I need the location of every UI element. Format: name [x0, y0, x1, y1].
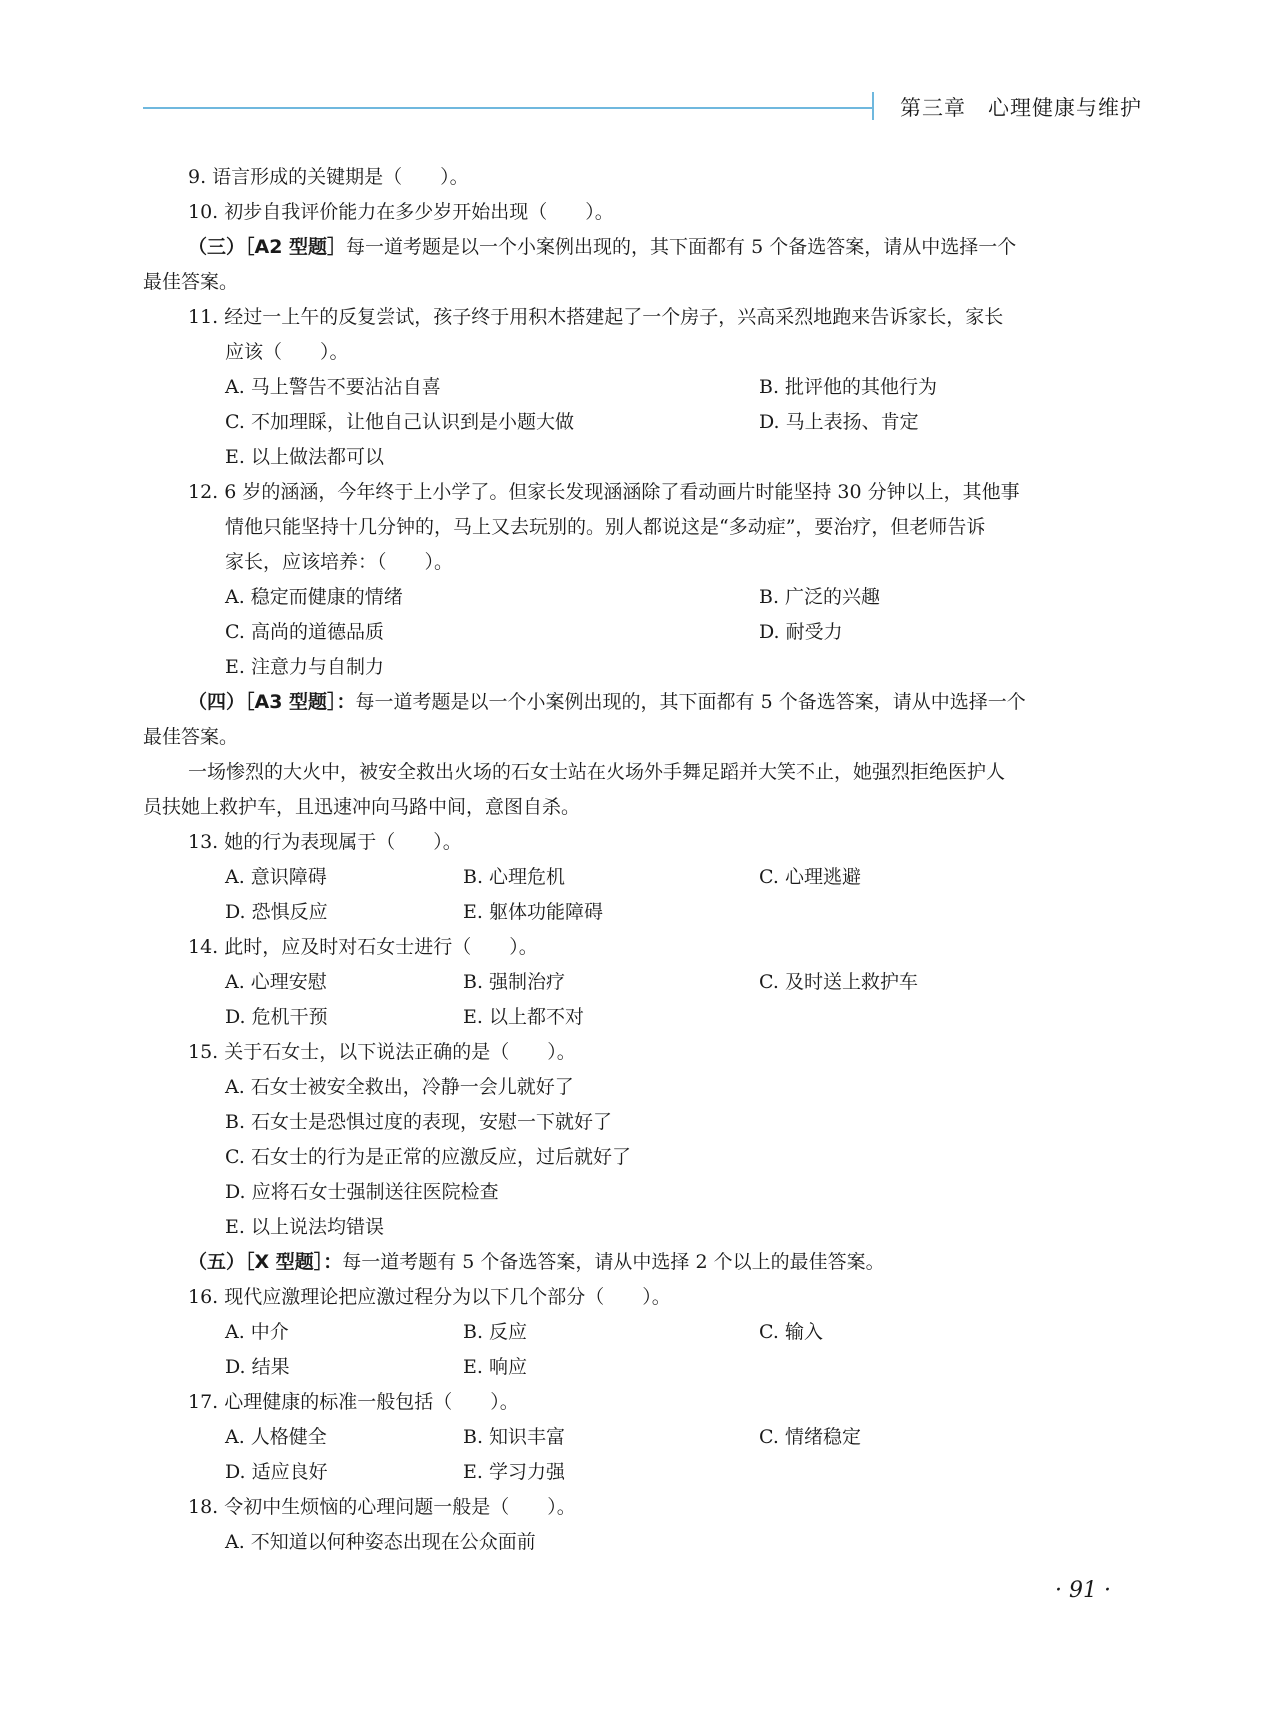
question-12-stem-cont2: 家长，应该培养：（ ）。 [225, 551, 454, 573]
question-16-options-row1 [143, 1315, 1143, 1350]
option-c: C. 及时送上救护车 [759, 971, 918, 993]
option-b: B. 强制治疗 [463, 971, 566, 993]
option-c: C. 高尚的道德品质 [225, 621, 384, 643]
question-12-options-row1 [143, 580, 1143, 615]
option-c: C. 不加理睬，让他自己认识到是小题大做 [225, 411, 574, 433]
section-5-label: （五）［X 型题］： [188, 1251, 343, 1273]
case-text: 一场惨烈的大火中，被安全救出火场的石女士站在火场外手舞足蹈并大笑不止，她强烈拒绝医护人 [188, 761, 1006, 783]
section-4-label: （四）［A3 型题］： [188, 691, 356, 713]
header-divider [872, 92, 874, 120]
option-d: D. 结果 [225, 1356, 290, 1378]
option-d: D. 应将石女士强制送往医院检查 [225, 1181, 499, 1203]
option-d: D. 恐惧反应 [225, 901, 328, 923]
option-e: E. 响应 [463, 1356, 527, 1378]
question-10: 10. 初步自我评价能力在多少岁开始出现（ ）。 [188, 201, 614, 223]
option-e: E. 注意力与自制力 [225, 656, 384, 678]
option-a: A. 中介 [225, 1321, 289, 1343]
section-5-heading [143, 1245, 1143, 1280]
option-c: C. 输入 [759, 1321, 823, 1343]
question-17-options-row2 [143, 1455, 1143, 1490]
option-a: A. 稳定而健康的情绪 [225, 586, 403, 608]
option-e: E. 学习力强 [463, 1461, 565, 1483]
question-11-stem: 11. 经过一上午的反复尝试，孩子终于用积木搭建起了一个房子，兴高采烈地跑来告诉家长，家长 [188, 306, 1004, 328]
option-e: E. 以上说法均错误 [225, 1216, 384, 1238]
question-12-options-row2 [143, 615, 1143, 650]
question-11-options-row1 [143, 370, 1143, 405]
option-b: B. 批评他的其他行为 [759, 376, 938, 398]
chapter-title: 第三章 心理健康与维护 [900, 96, 1142, 120]
option-a: A. 意识障碍 [225, 866, 327, 888]
option-a: A. 石女士被安全救出，冷静一会儿就好了 [225, 1076, 574, 1098]
option-b: B. 心理危机 [463, 866, 566, 888]
question-12-options-row3 [143, 650, 1143, 685]
question-12-stem: 12. 6 岁的涵涵，今年终于上小学了。但家长发现涵涵除了看动画片时能坚持 30 分钟以上，其他事 [188, 481, 1020, 503]
option-d: D. 适应良好 [225, 1461, 328, 1483]
question-14-stem: 14. 此时，应及时对石女士进行（ ）。 [188, 936, 538, 958]
header-rule [143, 107, 873, 109]
section-4-heading [143, 685, 1143, 720]
question-12-stem-cont: 情他只能坚持十几分钟的，马上又去玩别的。别人都说这是“多动症”，要治疗，但老师告诉 [225, 516, 986, 538]
section-5-text: 每一道考题有 5 个备选答案，请从中选择 2 个以上的最佳答案。 [342, 1251, 885, 1273]
section-4-continuation: 最佳答案。 [143, 726, 239, 748]
case-text-cont: 员扶她上救护车，且迅速冲向马路中间，意图自杀。 [143, 796, 581, 818]
section-4-text: 每一道考题是以一个小案例出现的，其下面都有 5 个备选答案，请从中选择一个 [355, 691, 1026, 713]
section-3-text: 每一道考题是以一个小案例出现的，其下面都有 5 个备选答案，请从中选择一个 [346, 236, 1017, 258]
question-13-options-row2 [143, 895, 1143, 930]
option-e: E. 躯体功能障碍 [463, 901, 603, 923]
question-15-stem: 15. 关于石女士，以下说法正确的是（ ）。 [188, 1041, 576, 1063]
option-c: C. 情绪稳定 [759, 1426, 861, 1448]
question-16-stem: 16. 现代应激理论把应激过程分为以下几个部分（ ）。 [188, 1286, 671, 1308]
section-3-heading [143, 230, 1143, 265]
question-11-stem-cont: 应该（ ）。 [225, 341, 349, 363]
option-c: C. 心理逃避 [759, 866, 861, 888]
section-3-continuation: 最佳答案。 [143, 271, 239, 293]
option-b: B. 石女士是恐惧过度的表现，安慰一下就好了 [225, 1111, 613, 1133]
page-number: · 91 · [1055, 1578, 1111, 1603]
question-18-stem: 18. 令初中生烦恼的心理问题一般是（ ）。 [188, 1496, 576, 1518]
question-14-options-row2 [143, 1000, 1143, 1035]
option-a: A. 心理安慰 [225, 971, 327, 993]
question-17-stem: 17. 心理健康的标准一般包括（ ）。 [188, 1391, 519, 1413]
option-d: D. 危机干预 [225, 1006, 328, 1028]
section-3-label: （三）［A2 型题］ [188, 236, 347, 258]
option-c: C. 石女士的行为是正常的应激反应，过后就好了 [225, 1146, 631, 1168]
question-13-options-row1 [143, 860, 1143, 895]
option-d: D. 耐受力 [759, 621, 843, 643]
question-13-stem: 13. 她的行为表现属于（ ）。 [188, 831, 462, 853]
option-b: B. 知识丰富 [463, 1426, 566, 1448]
question-9: 9. 语言形成的关键期是（ ）。 [188, 166, 469, 188]
page-content [143, 160, 1143, 1560]
question-16-options-row2 [143, 1350, 1143, 1385]
option-e: E. 以上都不对 [463, 1006, 584, 1028]
question-17-options-row1 [143, 1420, 1143, 1455]
option-a: A. 人格健全 [225, 1426, 327, 1448]
option-a: A. 马上警告不要沾沾自喜 [225, 376, 441, 398]
option-b: B. 反应 [463, 1321, 528, 1343]
question-11-options-row2 [143, 405, 1143, 440]
option-b: B. 广泛的兴趣 [759, 586, 881, 608]
option-e: E. 以上做法都可以 [225, 446, 384, 468]
option-d: D. 马上表扬、肯定 [759, 411, 919, 433]
question-14-options-row1 [143, 965, 1143, 1000]
option-a: A. 不知道以何种姿态出现在公众面前 [225, 1531, 536, 1553]
question-11-options-row3 [143, 440, 1143, 475]
